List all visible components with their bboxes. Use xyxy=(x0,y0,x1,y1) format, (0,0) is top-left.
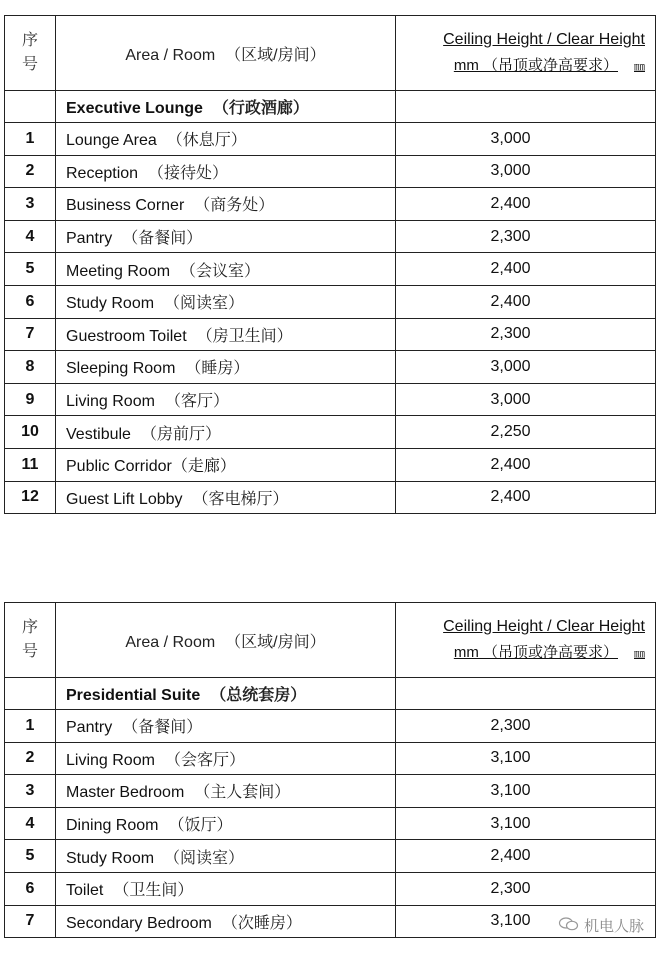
table-row xyxy=(5,188,656,221)
header-ceiling-line2: mm （吊顶或净高要求） xyxy=(453,56,618,74)
row-height: 2,400 xyxy=(396,188,656,221)
header-ceiling-line1: Ceiling Height / Clear Height xyxy=(443,30,645,48)
header-ceiling-height xyxy=(396,16,656,91)
row-number: 6 xyxy=(5,872,56,905)
row-room: Living Room （会客厅） xyxy=(56,742,396,775)
row-number: 8 xyxy=(5,351,56,384)
table-row xyxy=(5,775,656,808)
row-number: 5 xyxy=(5,253,56,286)
header-area-label-cn: （区域/房间） xyxy=(225,633,326,651)
row-room: Study Room （阅读室） xyxy=(56,285,396,318)
row-number: 1 xyxy=(5,123,56,156)
row-room: Pantry （备餐间） xyxy=(56,710,396,743)
row-room: Toilet （卫生间） xyxy=(56,872,396,905)
row-height: 3,100 xyxy=(396,807,656,840)
section-row xyxy=(5,678,656,710)
row-number: 7 xyxy=(5,318,56,351)
row-height: 3,000 xyxy=(396,383,656,416)
header-area-room xyxy=(56,603,396,678)
row-number: 7 xyxy=(5,905,56,938)
row-number: 1 xyxy=(5,710,56,743)
row-room: Master Bedroom （主人套间） xyxy=(56,775,396,808)
table-row xyxy=(5,318,656,351)
table-row xyxy=(5,155,656,188)
table-row xyxy=(5,383,656,416)
table-header-row xyxy=(5,16,656,91)
watermark-text: 机电人脉 xyxy=(584,918,645,935)
table-row xyxy=(5,872,656,905)
row-number: 5 xyxy=(5,840,56,873)
row-room: Sleeping Room （睡房） xyxy=(56,351,396,384)
header-number-line1: 序 xyxy=(21,32,38,49)
row-room: Reception （接待处） xyxy=(56,155,396,188)
row-room: Meeting Room （会议室） xyxy=(56,253,396,286)
row-number: 4 xyxy=(5,807,56,840)
row-number: 2 xyxy=(5,155,56,188)
header-ceiling-unit: ㎜ xyxy=(634,647,645,660)
table-row xyxy=(5,710,656,743)
table-row xyxy=(5,807,656,840)
row-room: Guestroom Toilet （房卫生间） xyxy=(56,318,396,351)
row-height: 3,100 xyxy=(396,905,656,938)
header-ceiling-height xyxy=(396,603,656,678)
header-number xyxy=(5,603,56,678)
table-row xyxy=(5,416,656,449)
row-number: 11 xyxy=(5,448,56,481)
presidential-suite-table xyxy=(4,602,656,938)
row-height: 2,300 xyxy=(396,710,656,743)
executive-lounge-table xyxy=(4,15,656,514)
row-number: 10 xyxy=(5,416,56,449)
row-room: Pantry （备餐间） xyxy=(56,220,396,253)
table-row xyxy=(5,481,656,514)
row-height: 2,400 xyxy=(396,448,656,481)
row-height: 3,100 xyxy=(396,775,656,808)
wechat-icon xyxy=(558,916,580,936)
row-height: 2,400 xyxy=(396,481,656,514)
row-height: 2,400 xyxy=(396,840,656,873)
row-height: 2,300 xyxy=(396,318,656,351)
table-row xyxy=(5,448,656,481)
table-row xyxy=(5,840,656,873)
row-room: Living Room （客厅） xyxy=(56,383,396,416)
header-area-label: Area / Room xyxy=(125,633,216,651)
row-room: Guest Lift Lobby （客电梯厅） xyxy=(56,481,396,514)
table-header-row xyxy=(5,603,656,678)
header-ceiling-line2: mm （吊顶或净高要求） xyxy=(453,643,618,661)
row-height: 3,000 xyxy=(396,123,656,156)
row-number: 12 xyxy=(5,481,56,514)
header-area-label-cn: （区域/房间） xyxy=(225,46,326,64)
table-row xyxy=(5,285,656,318)
table-row xyxy=(5,123,656,156)
row-height: 3,000 xyxy=(396,351,656,384)
row-room: Dining Room （饭厅） xyxy=(56,807,396,840)
header-number-line1: 序 xyxy=(21,619,38,636)
header-area-label: Area / Room xyxy=(125,46,216,64)
row-height: 2,400 xyxy=(396,285,656,318)
header-number-line2: 号 xyxy=(21,56,38,73)
row-room: Study Room （阅读室） xyxy=(56,840,396,873)
section-row xyxy=(5,91,656,123)
row-number: 6 xyxy=(5,285,56,318)
row-height: 2,300 xyxy=(396,872,656,905)
header-ceiling-unit: ㎜ xyxy=(634,60,645,73)
header-number xyxy=(5,16,56,91)
header-ceiling-line1: Ceiling Height / Clear Height xyxy=(443,617,645,635)
watermark xyxy=(558,915,644,936)
row-number: 2 xyxy=(5,742,56,775)
table-row xyxy=(5,742,656,775)
row-number: 9 xyxy=(5,383,56,416)
row-room: Public Corridor（走廊） xyxy=(56,448,396,481)
row-height: 2,400 xyxy=(396,253,656,286)
row-room: Vestibule （房前厅） xyxy=(56,416,396,449)
table-row xyxy=(5,220,656,253)
header-number-line2: 号 xyxy=(21,643,38,660)
row-room: Lounge Area （休息厅） xyxy=(56,123,396,156)
row-height: 2,250 xyxy=(396,416,656,449)
table-row xyxy=(5,253,656,286)
row-height: 3,100 xyxy=(396,742,656,775)
row-room: Secondary Bedroom （次睡房） xyxy=(56,905,396,938)
row-height: 3,000 xyxy=(396,155,656,188)
row-number: 4 xyxy=(5,220,56,253)
row-number: 3 xyxy=(5,188,56,221)
table-row xyxy=(5,351,656,384)
row-room: Business Corner （商务处） xyxy=(56,188,396,221)
section-title: Presidential Suite （总统套房） xyxy=(56,678,396,710)
row-number: 3 xyxy=(5,775,56,808)
row-height: 2,300 xyxy=(396,220,656,253)
section-title: Executive Lounge （行政酒廊） xyxy=(56,91,396,123)
header-area-room xyxy=(56,16,396,91)
